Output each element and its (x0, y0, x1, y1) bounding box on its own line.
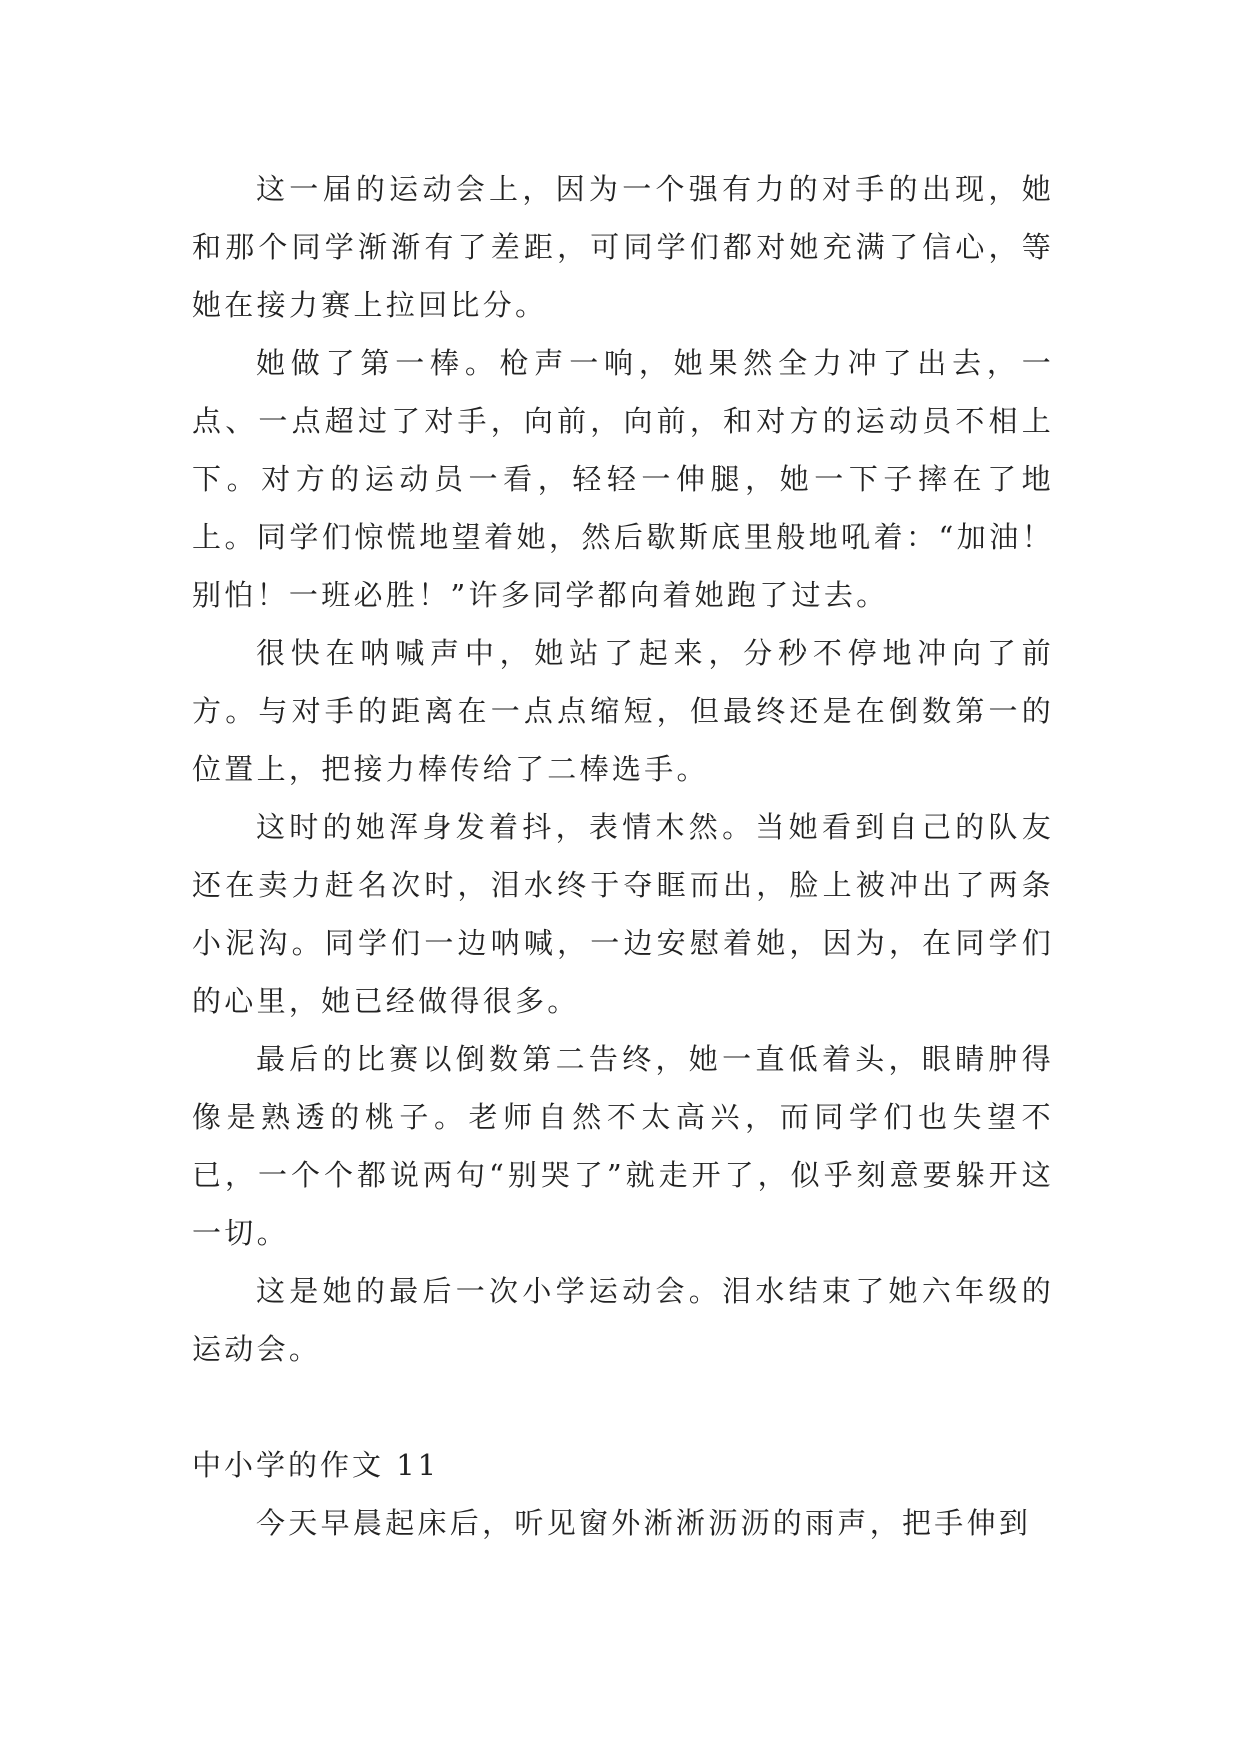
section-title: 中小学的作文 11 (192, 1448, 440, 1482)
paragraph: 她做了第一棒。枪声一响，她果然全力冲了出去，一点、一点超过了对手，向前，向前，和对方的运动员不相上下。对方的运动员一看，轻轻一伸腿，她一下子摔在了地上。同学们惊慌地望着她，然后歇斯底里般地吼着：“加油！别怕！一班必胜！”许多同学都向着她跑了过去。 (192, 346, 1054, 612)
paragraph: 这是她的最后一次小学运动会。泪水结束了她六年级的运动会。 (192, 1274, 1054, 1366)
paragraph: 这一届的运动会上，因为一个强有力的对手的出现，她和那个同学渐渐有了差距，可同学们都对她充满了信心，等她在接力赛上拉回比分。 (192, 172, 1054, 322)
document-page (192, 160, 1054, 1552)
paragraph: 很快在呐喊声中，她站了起来，分秒不停地冲向了前方。与对手的距离在一点点缩短，但最终还是在倒数第一的位置上，把接力棒传给了二棒选手。 (192, 636, 1054, 786)
paragraph: 最后的比赛以倒数第二告终，她一直低着头，眼睛肿得像是熟透的桃子。老师自然不太高兴，而同学们也失望不已，一个个都说两句“别哭了”就走开了，似乎刻意要躲开这一切。 (192, 1042, 1054, 1250)
paragraph: 这时的她浑身发着抖，表情木然。当她看到自己的队友还在卖力赶名次时，泪水终于夺眶而出，脸上被冲出了两条小泥沟。同学们一边呐喊，一边安慰着她，因为，在同学们的心里，她已经做得很多。 (192, 810, 1054, 1018)
paragraph: 今天早晨起床后，听见窗外淅淅沥沥的雨声，把手伸到 (256, 1506, 1032, 1540)
